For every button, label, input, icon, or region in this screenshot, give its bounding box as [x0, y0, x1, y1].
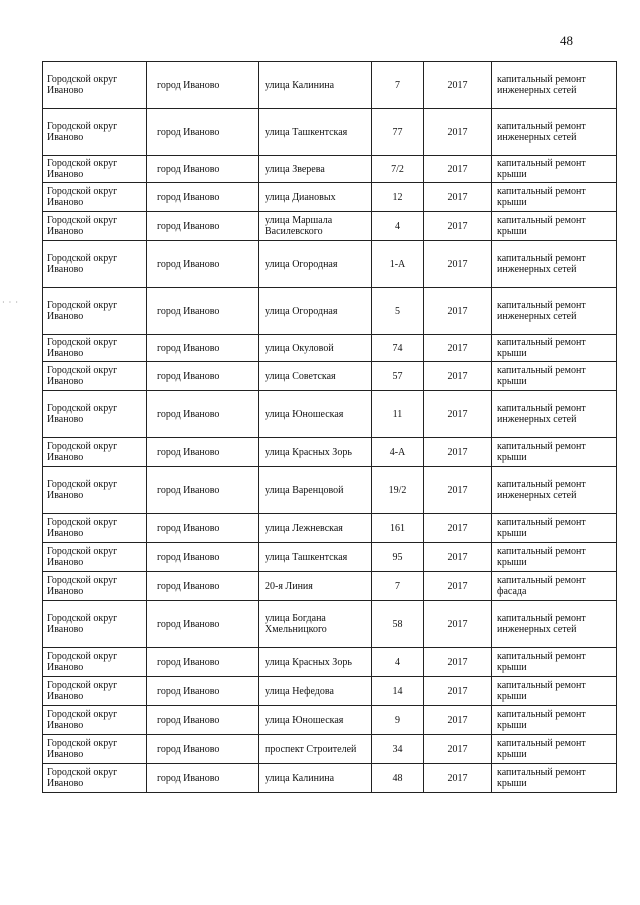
- cell-street: проспект Строителей: [259, 735, 372, 764]
- housing-repair-table: [42, 61, 617, 793]
- cell-house: 95: [372, 543, 424, 572]
- cell-work-type: капитальный ремонт крыши: [492, 677, 617, 706]
- cell-year: 2017: [424, 335, 492, 362]
- cell-okrug: Городской округ Иваново: [43, 572, 147, 601]
- cell-okrug: Городской округ Иваново: [43, 543, 147, 572]
- table-row: [43, 467, 617, 514]
- page-number: 48: [560, 33, 573, 48]
- table-row: [43, 109, 617, 156]
- cell-okrug: Городской округ Иваново: [43, 735, 147, 764]
- cell-work-type: капитальный ремонт инженерных сетей: [492, 109, 617, 156]
- cell-house: 7: [372, 62, 424, 109]
- cell-okrug: Городской округ Иваново: [43, 514, 147, 543]
- cell-street: улица Юношеская: [259, 706, 372, 735]
- cell-city: город Иваново: [147, 677, 259, 706]
- cell-okrug: Городской округ Иваново: [43, 335, 147, 362]
- table-row: [43, 543, 617, 572]
- cell-street: улица Советская: [259, 362, 372, 391]
- cell-okrug: Городской округ Иваново: [43, 648, 147, 677]
- cell-work-type: капитальный ремонт крыши: [492, 706, 617, 735]
- cell-work-type: капитальный ремонт инженерных сетей: [492, 62, 617, 109]
- cell-year: 2017: [424, 735, 492, 764]
- cell-year: 2017: [424, 156, 492, 183]
- table-row: [43, 62, 617, 109]
- cell-house: 7: [372, 572, 424, 601]
- cell-city: город Иваново: [147, 467, 259, 514]
- cell-okrug: Городской округ Иваново: [43, 391, 147, 438]
- cell-street: улица Красных Зорь: [259, 648, 372, 677]
- cell-work-type: капитальный ремонт инженерных сетей: [492, 288, 617, 335]
- table-row: [43, 391, 617, 438]
- cell-okrug: Городской округ Иваново: [43, 241, 147, 288]
- table-row: [43, 362, 617, 391]
- cell-city: город Иваново: [147, 362, 259, 391]
- cell-work-type: капитальный ремонт крыши: [492, 156, 617, 183]
- cell-okrug: Городской округ Иваново: [43, 467, 147, 514]
- cell-year: 2017: [424, 601, 492, 648]
- cell-work-type: капитальный ремонт инженерных сетей: [492, 601, 617, 648]
- cell-year: 2017: [424, 109, 492, 156]
- table-row: [43, 648, 617, 677]
- cell-okrug: Городской округ Иваново: [43, 362, 147, 391]
- cell-year: 2017: [424, 212, 492, 241]
- cell-house: 74: [372, 335, 424, 362]
- cell-year: 2017: [424, 391, 492, 438]
- cell-street: улица Диановых: [259, 183, 372, 212]
- cell-okrug: Городской округ Иваново: [43, 156, 147, 183]
- cell-work-type: капитальный ремонт крыши: [492, 438, 617, 467]
- cell-work-type: капитальный ремонт крыши: [492, 212, 617, 241]
- cell-city: город Иваново: [147, 543, 259, 572]
- cell-city: город Иваново: [147, 438, 259, 467]
- cell-house: 34: [372, 735, 424, 764]
- cell-year: 2017: [424, 62, 492, 109]
- cell-year: 2017: [424, 183, 492, 212]
- cell-okrug: Городской округ Иваново: [43, 764, 147, 793]
- cell-okrug: Городской округ Иваново: [43, 109, 147, 156]
- cell-city: город Иваново: [147, 601, 259, 648]
- cell-city: город Иваново: [147, 764, 259, 793]
- table-row: [43, 288, 617, 335]
- table-row: [43, 706, 617, 735]
- cell-street: улица Юношеская: [259, 391, 372, 438]
- table-row: [43, 735, 617, 764]
- cell-work-type: капитальный ремонт инженерных сетей: [492, 241, 617, 288]
- cell-city: город Иваново: [147, 183, 259, 212]
- cell-street: улица Богдана Хмельницкого: [259, 601, 372, 648]
- table-row: [43, 183, 617, 212]
- table-row: [43, 241, 617, 288]
- table-row: [43, 677, 617, 706]
- cell-work-type: капитальный ремонт крыши: [492, 764, 617, 793]
- cell-city: город Иваново: [147, 648, 259, 677]
- cell-work-type: капитальный ремонт крыши: [492, 735, 617, 764]
- cell-house: 19/2: [372, 467, 424, 514]
- cell-city: город Иваново: [147, 572, 259, 601]
- cell-year: 2017: [424, 648, 492, 677]
- table-row: [43, 601, 617, 648]
- cell-work-type: капитальный ремонт крыши: [492, 648, 617, 677]
- cell-house: 4: [372, 212, 424, 241]
- cell-city: город Иваново: [147, 212, 259, 241]
- table-body: [43, 62, 617, 793]
- cell-year: 2017: [424, 677, 492, 706]
- cell-street: улица Зверева: [259, 156, 372, 183]
- cell-city: город Иваново: [147, 241, 259, 288]
- table-row: [43, 335, 617, 362]
- cell-work-type: капитальный ремонт фасада: [492, 572, 617, 601]
- cell-street: улица Ташкентская: [259, 543, 372, 572]
- cell-year: 2017: [424, 514, 492, 543]
- cell-street: улица Калинина: [259, 764, 372, 793]
- cell-okrug: Городской округ Иваново: [43, 62, 147, 109]
- cell-street: улица Огородная: [259, 241, 372, 288]
- cell-city: город Иваново: [147, 514, 259, 543]
- cell-work-type: капитальный ремонт крыши: [492, 543, 617, 572]
- cell-work-type: капитальный ремонт инженерных сетей: [492, 467, 617, 514]
- cell-year: 2017: [424, 764, 492, 793]
- cell-okrug: Городской округ Иваново: [43, 183, 147, 212]
- cell-year: 2017: [424, 288, 492, 335]
- cell-house: 11: [372, 391, 424, 438]
- cell-house: 14: [372, 677, 424, 706]
- cell-street: 20-я Линия: [259, 572, 372, 601]
- cell-city: город Иваново: [147, 62, 259, 109]
- cell-house: 5: [372, 288, 424, 335]
- table-row: [43, 212, 617, 241]
- table-row: [43, 156, 617, 183]
- cell-okrug: Городской округ Иваново: [43, 601, 147, 648]
- cell-year: 2017: [424, 543, 492, 572]
- cell-street: улица Нефедова: [259, 677, 372, 706]
- cell-okrug: Городской округ Иваново: [43, 706, 147, 735]
- table-row: [43, 514, 617, 543]
- cell-house: 77: [372, 109, 424, 156]
- cell-work-type: капитальный ремонт крыши: [492, 514, 617, 543]
- cell-work-type: капитальный ремонт крыши: [492, 183, 617, 212]
- cell-year: 2017: [424, 362, 492, 391]
- cell-year: 2017: [424, 438, 492, 467]
- cell-year: 2017: [424, 241, 492, 288]
- cell-work-type: капитальный ремонт крыши: [492, 362, 617, 391]
- table-row: [43, 572, 617, 601]
- cell-work-type: капитальный ремонт инженерных сетей: [492, 391, 617, 438]
- cell-street: улица Огородная: [259, 288, 372, 335]
- cell-okrug: Городской округ Иваново: [43, 677, 147, 706]
- cell-house: 1-А: [372, 241, 424, 288]
- cell-city: город Иваново: [147, 109, 259, 156]
- cell-house: 12: [372, 183, 424, 212]
- cell-house: 48: [372, 764, 424, 793]
- cell-street: улица Калинина: [259, 62, 372, 109]
- cell-year: 2017: [424, 572, 492, 601]
- cell-city: город Иваново: [147, 156, 259, 183]
- cell-house: 9: [372, 706, 424, 735]
- cell-city: город Иваново: [147, 335, 259, 362]
- margin-mark: · · ·: [2, 298, 19, 307]
- cell-okrug: Городской округ Иваново: [43, 212, 147, 241]
- table-row: [43, 764, 617, 793]
- cell-street: улица Лежневская: [259, 514, 372, 543]
- cell-work-type: капитальный ремонт крыши: [492, 335, 617, 362]
- cell-house: 57: [372, 362, 424, 391]
- cell-house: 4: [372, 648, 424, 677]
- cell-street: улица Красных Зорь: [259, 438, 372, 467]
- cell-house: 7/2: [372, 156, 424, 183]
- cell-house: 4-А: [372, 438, 424, 467]
- cell-street: улица Ташкентская: [259, 109, 372, 156]
- cell-city: город Иваново: [147, 288, 259, 335]
- cell-street: улица Окуловой: [259, 335, 372, 362]
- table-row: [43, 438, 617, 467]
- cell-city: город Иваново: [147, 735, 259, 764]
- cell-year: 2017: [424, 467, 492, 514]
- cell-street: улица Варенцовой: [259, 467, 372, 514]
- cell-okrug: Городской округ Иваново: [43, 288, 147, 335]
- cell-okrug: Городской округ Иваново: [43, 438, 147, 467]
- cell-year: 2017: [424, 706, 492, 735]
- cell-house: 58: [372, 601, 424, 648]
- cell-street: улица Маршала Василевского: [259, 212, 372, 241]
- cell-city: город Иваново: [147, 706, 259, 735]
- cell-house: 161: [372, 514, 424, 543]
- cell-city: город Иваново: [147, 391, 259, 438]
